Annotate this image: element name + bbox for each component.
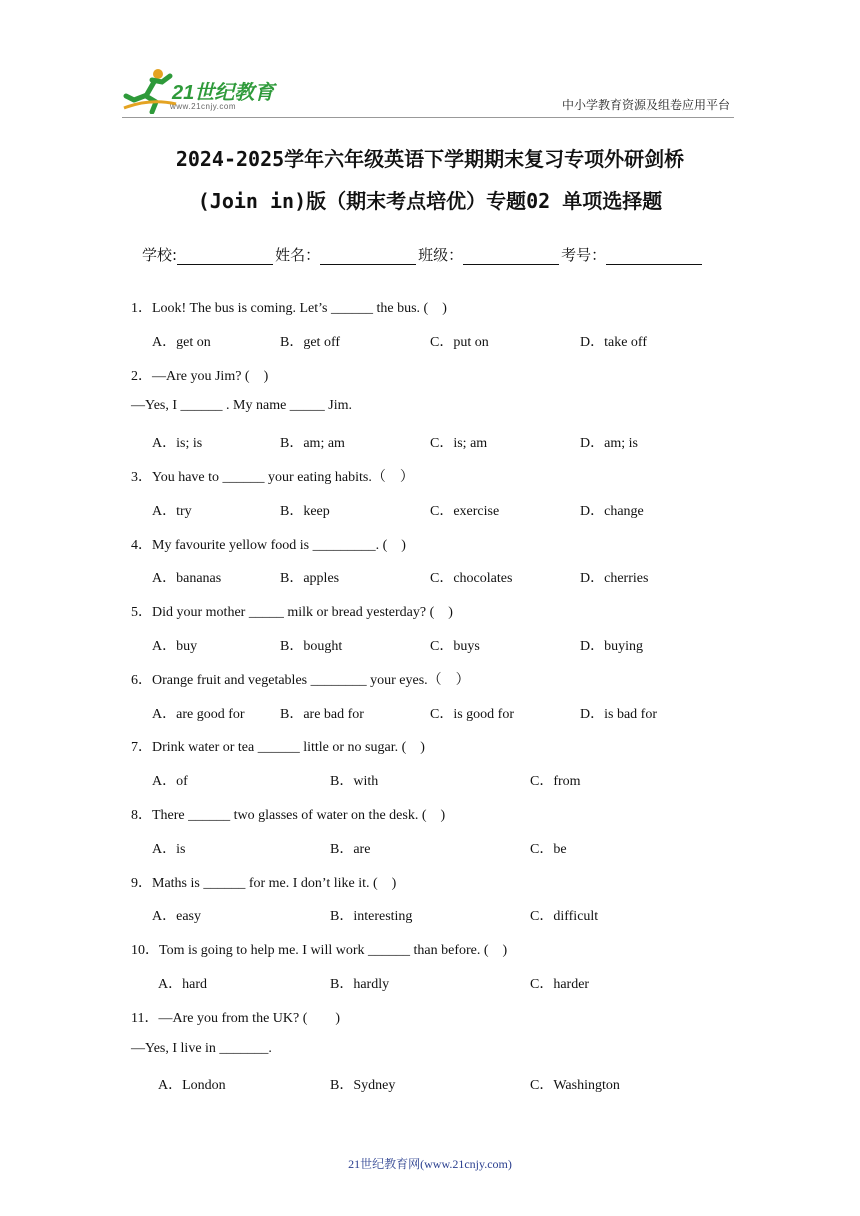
number-label: 考号： (561, 246, 607, 264)
school-field[interactable] (142, 244, 275, 265)
q6-option-c[interactable]: C．is good for (430, 707, 514, 722)
q8-option-c[interactable]: C．be (530, 842, 567, 857)
school-blank[interactable] (177, 247, 273, 265)
name-blank[interactable] (320, 247, 416, 265)
q1-option-c[interactable]: C．put on (430, 335, 489, 350)
question-1: 1．Look! The bus is coming. Let’s ______ the bus. ( ) (131, 301, 447, 316)
q1-option-d[interactable]: D．take off (580, 335, 647, 350)
q4-option-c[interactable]: C．chocolates (430, 571, 513, 586)
platform-label: 中小学教育资源及组卷应用平台 (561, 98, 730, 112)
q7-option-c[interactable]: C．from (530, 774, 581, 789)
question-5: 5．Did your mother _____ milk or bread yesterday? ( ) (131, 605, 453, 620)
q10-option-a[interactable]: A．hard (158, 977, 207, 992)
logo-url: www.21cnjy.com (170, 102, 236, 111)
class-field[interactable] (418, 244, 561, 265)
q10-option-b[interactable]: B．hardly (330, 977, 390, 992)
question-7: 7．Drink water or tea ______ little or no sugar. ( ) (131, 740, 425, 755)
q2-option-b[interactable]: B．am; am (280, 436, 345, 451)
q3-option-a[interactable]: A．try (152, 504, 192, 519)
number-blank[interactable] (606, 247, 702, 265)
page-header (0, 0, 860, 125)
number-field[interactable] (561, 244, 704, 265)
question-10: 10．Tom is going to help me. I will work ______ than before. ( ) (131, 943, 508, 958)
q4-option-b[interactable]: B．apples (280, 571, 340, 586)
q6-option-d[interactable]: D．is bad for (580, 707, 657, 722)
q10-option-c[interactable]: C．harder (530, 977, 590, 992)
q5-option-b[interactable]: B．bought (280, 639, 343, 654)
header-divider (122, 117, 734, 118)
q5-option-d[interactable]: D．buying (580, 639, 643, 654)
q11-option-c[interactable]: C．Washington (530, 1078, 620, 1093)
q4-option-d[interactable]: D．cherries (580, 571, 649, 586)
q5-option-a[interactable]: A．buy (152, 639, 198, 654)
name-label: 姓名： (275, 246, 321, 264)
q9-option-b[interactable]: B．interesting (330, 909, 413, 924)
school-label: 学校: (142, 246, 178, 264)
q6-option-a[interactable]: A．are good for (152, 707, 245, 722)
student-info-row (142, 244, 704, 265)
class-label: 班级： (418, 246, 464, 264)
q9-option-c[interactable]: C．difficult (530, 909, 599, 924)
question-2-line2: —Yes, I ______ . My name _____ Jim. (131, 398, 353, 413)
q1-option-a[interactable]: A．get on (152, 335, 211, 350)
q11-option-a[interactable]: A．London (158, 1078, 226, 1093)
q2-option-d[interactable]: D．am; is (580, 436, 638, 451)
question-2: 2．—Are you Jim? ( ) (131, 369, 269, 384)
question-4: 4．My favourite yellow food is _________. ( ) (131, 538, 406, 553)
q3-option-c[interactable]: C．exercise (430, 504, 500, 519)
q1-option-b[interactable]: B．get off (280, 335, 341, 350)
q7-option-a[interactable]: A．of (152, 774, 188, 789)
page-title-line1: 2024-2025学年六年级英语下学期期末复习专项外研剑桥 (175, 147, 685, 171)
page-footer[interactable]: 21世纪教育网(www.21cnjy.com) (348, 1157, 512, 1171)
q2-option-a[interactable]: A．is; is (152, 436, 203, 451)
q2-option-c[interactable]: C．is; am (430, 436, 488, 451)
class-blank[interactable] (463, 247, 559, 265)
question-6: 6．Orange fruit and vegetables ________ your eyes.（ ） (131, 673, 470, 688)
q4-option-a[interactable]: A．bananas (152, 571, 222, 586)
q9-option-a[interactable]: A．easy (152, 909, 201, 924)
q6-option-b[interactable]: B．are bad for (280, 707, 364, 722)
question-11-line2: —Yes, I live in _______. (131, 1041, 272, 1056)
name-field[interactable] (275, 244, 418, 265)
q5-option-c[interactable]: C．buys (430, 639, 480, 654)
q3-option-d[interactable]: D．change (580, 504, 644, 519)
logo-text: 21世纪教育 (172, 82, 275, 104)
question-8: 8．There ______ two glasses of water on the desk. ( ) (131, 808, 446, 823)
q8-option-a[interactable]: A．is (152, 842, 186, 857)
question-3: 3．You have to ______ your eating habits.（ ） (131, 470, 414, 485)
q11-option-b[interactable]: B．Sydney (330, 1078, 396, 1093)
q7-option-b[interactable]: B．with (330, 774, 379, 789)
q3-option-b[interactable]: B．keep (280, 504, 330, 519)
q8-option-b[interactable]: B．are (330, 842, 371, 857)
site-logo[interactable] (122, 68, 292, 116)
page-title-line2: (Join in)版（期末考点培优）专题02 单项选择题 (197, 189, 663, 213)
question-11: 11．—Are you from the UK? ( ) (131, 1011, 341, 1026)
question-9: 9．Maths is ______ for me. I don’t like it. ( ) (131, 876, 397, 891)
